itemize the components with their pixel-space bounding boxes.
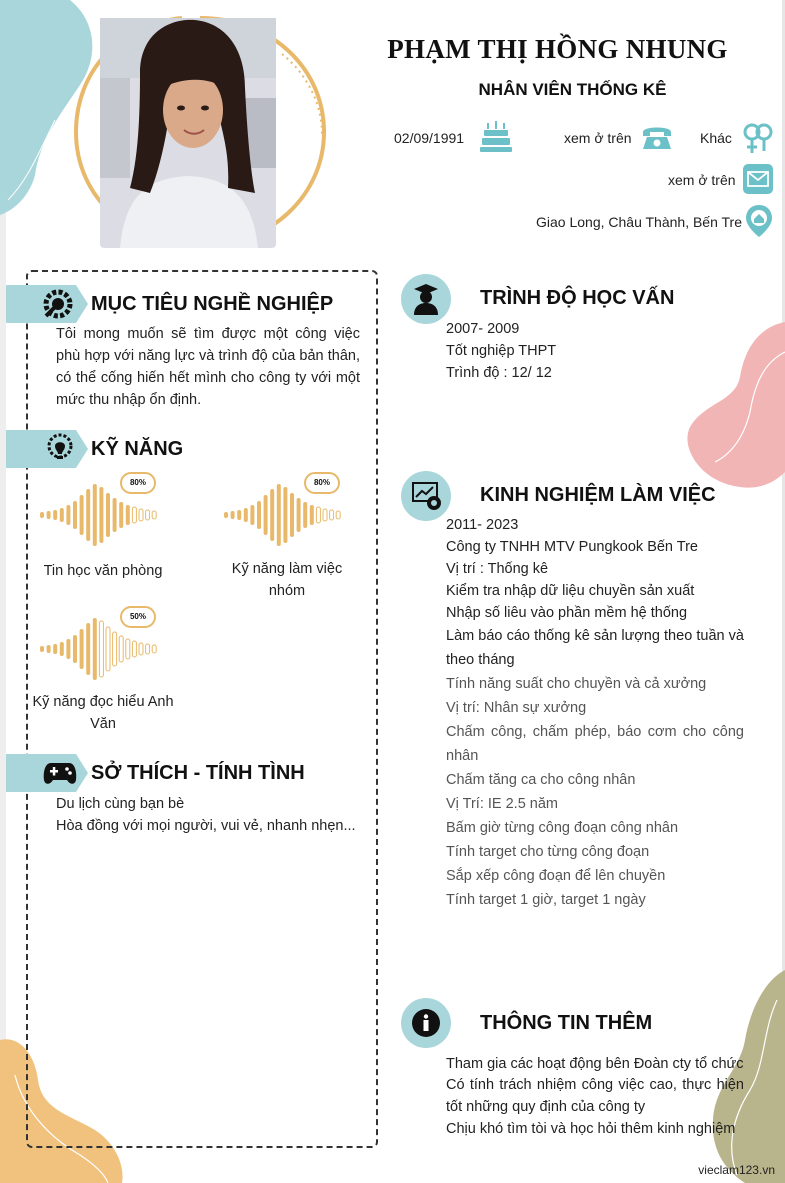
skill-bar <box>146 510 150 520</box>
gamepad-icon <box>43 760 77 786</box>
skill-bar <box>113 632 117 666</box>
skill-label: Tin học văn phòng <box>43 563 163 579</box>
skill-bar <box>316 507 320 523</box>
wrench-gear-icon <box>42 288 74 320</box>
email-value: xem ở trên <box>668 172 736 188</box>
skill-bar <box>99 487 103 543</box>
address-value: Giao Long, Châu Thành, Bến Tre <box>536 214 742 230</box>
skill-bar <box>224 512 228 518</box>
experience-position: Vị trí : Thống kê <box>446 561 549 577</box>
experience-period: 2011- 2023 <box>446 517 519 533</box>
birthday-value: 02/09/1991 <box>394 130 465 146</box>
skill-bar <box>106 493 110 537</box>
skill-meter <box>38 470 188 570</box>
candidate-name: PHẠM THỊ HỒNG NHUNG <box>387 34 728 64</box>
experience-item: Tính target 1 giờ, target 1 ngày <box>446 892 646 908</box>
skill-bar <box>73 501 77 529</box>
skill-bar <box>152 645 156 653</box>
experience-duty: Làm báo cáo thống kê sản lượng theo tuần và theo tháng <box>446 628 744 668</box>
skill-bar <box>139 643 143 655</box>
skill-bar <box>297 498 301 532</box>
skill-bar <box>126 639 130 659</box>
skill-bar <box>310 505 314 525</box>
skill-level-badge: 80% <box>304 472 340 494</box>
hobby-line: Hòa đồng với mọi người, vui vẻ, nhanh nhẹn... <box>56 818 356 834</box>
skill-bar <box>250 505 254 525</box>
gender-value: Khác <box>700 130 732 146</box>
skill-bar <box>264 495 268 535</box>
skill-bar <box>283 487 287 543</box>
skill-label: Kỹ năng làm việc nhóm <box>231 561 343 599</box>
experience-item: Tính target cho từng công đoạn <box>446 844 650 860</box>
skill-bar <box>106 627 110 671</box>
hobby-line: Du lịch cùng bạn bè <box>56 796 185 812</box>
extra-title: THÔNG TIN THÊM <box>480 1012 653 1034</box>
skill-bar <box>290 493 294 537</box>
gender-icon <box>742 121 774 155</box>
skill-bar <box>270 489 274 541</box>
extra-line: Tham gia các hoạt động bên Đoàn cty tổ chức <box>446 1056 744 1072</box>
job-title: NHÂN VIÊN THỐNG KÊ <box>478 80 667 99</box>
skill-bar <box>40 646 44 652</box>
skill-bar <box>244 508 248 522</box>
skill-meter <box>222 470 372 570</box>
skill-bar <box>99 621 103 677</box>
education-period: 2007- 2009 <box>446 321 520 337</box>
objective-text: Tôi mong muốn sẽ tìm được một công việc phù hợp với năng lực và trình độ của bản thân, có thể cống hiến hết mình cho công ty với một mức thu nhập ổn định. <box>56 326 360 408</box>
experience-duty: Nhập số liêu vào phần mềm hệ thống <box>446 605 688 621</box>
info-icon <box>411 1008 441 1038</box>
skill-meter <box>38 604 188 704</box>
experience-item: Chấm tăng ca cho công nhân <box>446 772 636 788</box>
skill-bar <box>47 511 51 519</box>
experience-title: KINH NGHIỆM LÀM VIỆC <box>480 484 716 506</box>
mail-icon <box>743 164 773 194</box>
skill-bar <box>277 484 281 546</box>
experience-item: Vị trí: Nhân sự xưởng <box>446 700 587 716</box>
skill-bar <box>47 645 51 653</box>
experience-item: Chấm công, chấm phép, báo cơm cho công nhân <box>446 724 744 764</box>
skill-bar <box>152 511 156 519</box>
hobbies-title: SỞ THÍCH - TÍNH TÌNH <box>91 762 305 784</box>
skill-level-badge: 80% <box>120 472 156 494</box>
skill-bar <box>132 641 136 657</box>
experience-company: Công ty TNHH MTV Pungkook Bến Tre <box>446 539 698 555</box>
skill-bar <box>113 498 117 532</box>
education-level: Trình độ : 12/ 12 <box>446 365 552 381</box>
skill-bar <box>231 511 235 519</box>
experience-item: Tính năng suất cho chuyền và cả xưởng <box>446 676 707 692</box>
skill-bar <box>257 501 261 529</box>
skill-bar <box>132 507 136 523</box>
skill-bar <box>330 510 334 520</box>
skill-bar <box>73 635 77 663</box>
extra-line: Có tính trách nhiệm công việc cao, thực hiện tốt những quy định của công ty <box>446 1077 744 1115</box>
skill-bar <box>119 502 123 528</box>
skill-bar <box>53 510 57 520</box>
skill-bar <box>336 511 340 519</box>
experience-item: Vị Trí: IE 2.5 năm <box>446 796 559 812</box>
phone-value: xem ở trên <box>564 130 632 146</box>
objective-title: MỤC TIÊU NGHỀ NGHIỆP <box>91 293 334 315</box>
graduate-icon <box>412 282 440 316</box>
skill-bar <box>237 510 241 520</box>
skill-bar <box>40 512 44 518</box>
education-degree: Tốt nghiệp THPT <box>446 343 557 359</box>
skill-label: Kỹ năng đọc hiểu Anh Văn <box>32 694 174 732</box>
skill-bar <box>66 505 70 525</box>
skill-level-badge: 50% <box>120 606 156 628</box>
education-title: TRÌNH ĐỘ HỌC VẤN <box>480 287 675 309</box>
footer-brand: vieclam123.vn <box>698 1163 775 1177</box>
skill-bar <box>126 505 130 525</box>
skill-bar <box>323 509 327 521</box>
skill-bar <box>119 636 123 662</box>
avatar <box>100 18 276 248</box>
experience-item: Sắp xếp công đoạn để lên chuyền <box>446 868 666 884</box>
skill-bar <box>93 484 97 546</box>
skill-bar <box>86 489 90 541</box>
location-icon <box>745 204 773 238</box>
chart-icon <box>412 481 442 511</box>
decor-blob-pink <box>685 322 785 492</box>
skill-bar <box>80 629 84 669</box>
skills-title: KỸ NĂNG <box>91 438 184 460</box>
skill-bar <box>66 639 70 659</box>
phone-icon <box>641 124 673 150</box>
experience-item: Bấm giờ từng công đoạn công nhân <box>446 820 679 836</box>
skill-bar <box>303 502 307 528</box>
experience-duty: Kiểm tra nhập dữ liệu chuyền sản xuất <box>446 583 695 599</box>
skill-bar <box>60 642 64 656</box>
skill-bar <box>139 509 143 521</box>
lightbulb-gear-icon <box>44 432 76 466</box>
cake-icon <box>480 120 512 154</box>
skill-bar <box>80 495 84 535</box>
extra-line: Chịu khó tìm tòi và học hỏi thêm kinh nghiệm <box>446 1121 736 1137</box>
skill-bar <box>53 644 57 654</box>
skill-bar <box>60 508 64 522</box>
skill-bar <box>93 618 97 680</box>
skill-bar <box>86 623 90 675</box>
skill-bar <box>146 644 150 654</box>
